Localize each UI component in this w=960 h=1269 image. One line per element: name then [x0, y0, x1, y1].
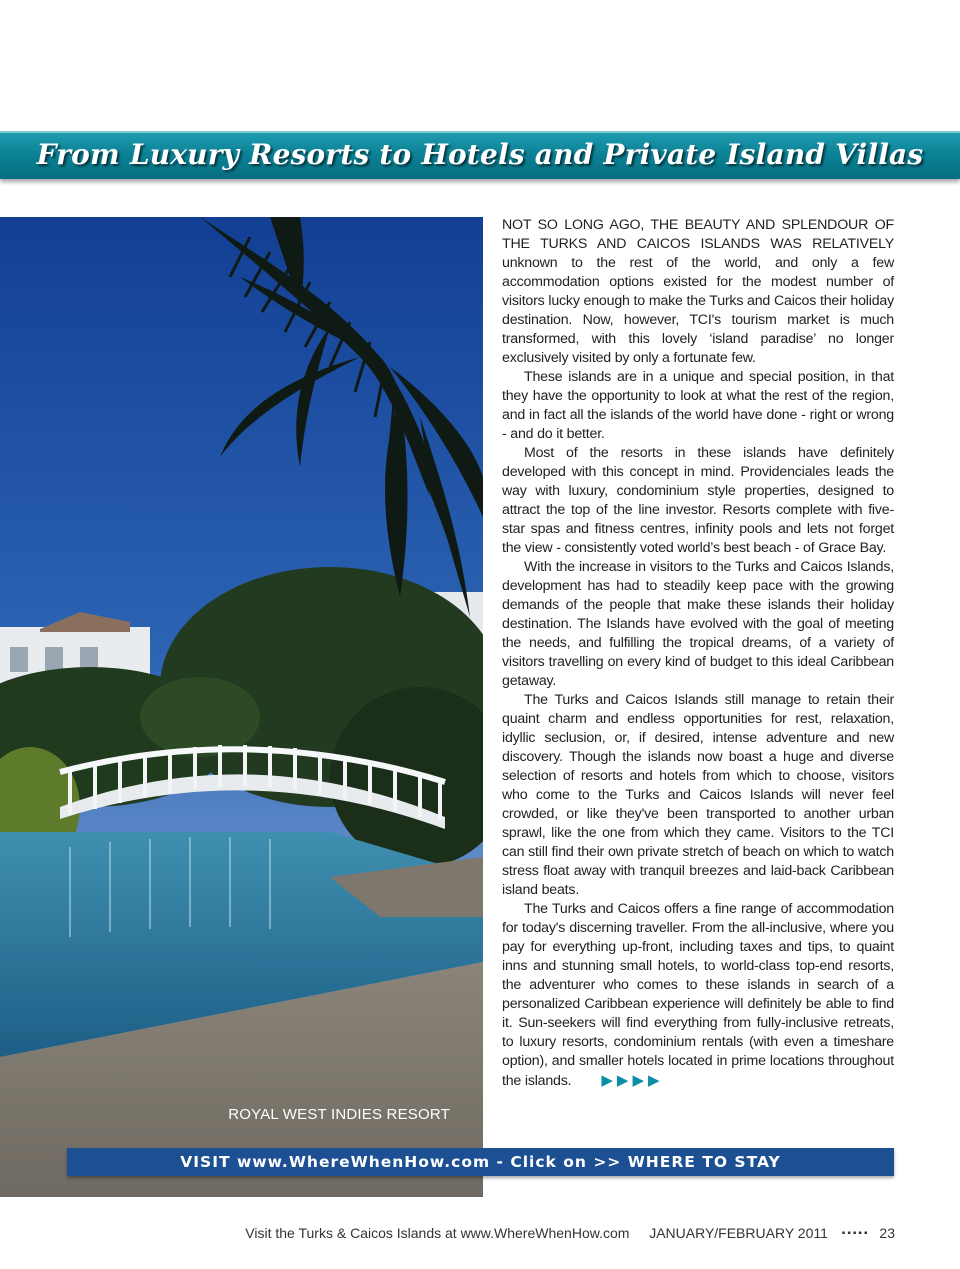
article-paragraph-5: The Turks and Caicos Islands still manage to retain their quaint charm and endless opportunities for rest, relaxation, idyllic seclusion, or, if desired, intense adventure and new discovery. Though the islands now boast a huge and diverse selection of resorts and hotels from which to choose, visitors who come to the Turks and Caicos Islands will never feel crowded, or like they've been transported to another urban sprawl, like the one from which they came. Visitors to the TCI can still find their own private stretch of beach on which to watch stress float away with tranquil breezes and laid-back Caribbean island beats.	[502, 692, 894, 898]
footer-visit-text: Visit the Turks & Caicos Islands at www.WhereWhenHow.com	[245, 1225, 630, 1241]
continue-arrows-icon: ▶▶▶▶	[601, 1072, 664, 1089]
article-paragraph-1: NOT SO LONG AGO, THE BEAUTY AND SPLENDOUR OF THE TURKS AND CAICOS ISLANDS WAS RELATIVELY unknown to the rest of the world, and only a few accommodation options existed for the modest number of visitors lucky enough to make the Turks and Caicos their holiday destination. Now, however, TCI's tourism market is much transformed, with this lovely ‘island paradise’ no longer exclusively visited by only a fortunate few.	[502, 217, 894, 366]
title-banner	[0, 131, 960, 179]
photo-caption: ROYAL WEST INDIES RESORT	[228, 1106, 450, 1123]
article-paragraph-6-text: The Turks and Caicos offers a fine range of accommodation for today's discerning traveller. From the all-inclusive, where you pay for everything up-front, including taxes and tips, to quaint inns and stunning small hotels, to world-class top-end resorts, the adventurer who comes to these islands in search of a personalized Caribbean experience will definitely be able to find it. Sun-seekers will find everything from fully-inclusive retreats, to luxury resorts, condominium rentals (with even a timeshare option), and smaller hotels located in prime locations throughout the islands.	[502, 901, 894, 1089]
footer-separator: ▪▪▪▪▪	[841, 1228, 870, 1239]
article-body	[502, 216, 894, 1091]
resort-photo	[0, 217, 483, 1197]
footer-issue-date: JANUARY/FEBRUARY 2011	[649, 1225, 828, 1241]
resort-photo-illustration	[0, 217, 483, 1197]
page-footer	[0, 1225, 895, 1241]
page-title: From Luxury Resorts to Hotels and Private Island Villas	[36, 138, 924, 171]
page-number: 23	[879, 1225, 895, 1241]
visit-website-bar[interactable]	[67, 1148, 894, 1176]
article-paragraph-6	[502, 900, 894, 1091]
article-paragraph-4: With the increase in visitors to the Turks and Caicos Islands, development has had to steadily keep pace with the growing demands of the people that make these islands their holiday destination. The Islands have evolved with the goal of meeting the needs, and fulfilling the tropical dreams, of a variety of visitors travelling on every kind of budget to this ideal Caribbean getaway.	[502, 559, 894, 689]
article-paragraph-3: Most of the resorts in these islands have definitely developed with this concept in mind. Providenciales leads the way with luxury, condominium style properties, designed to attract the top of the line investor. Resorts complete with five-star spas and fitness centres, infinity pools and lets not forget the view - consistently voted world’s best beach - of Grace Bay.	[502, 445, 894, 556]
article-paragraph-2: These islands are in a unique and special position, in that they have the opportunity to look at what the rest of the region, and in fact all the islands of the world have done - right or wrong - and do it better.	[502, 369, 894, 442]
visit-website-link[interactable]: VISIT www.WhereWhenHow.com - Click on >> WHERE TO STAY	[180, 1153, 781, 1171]
